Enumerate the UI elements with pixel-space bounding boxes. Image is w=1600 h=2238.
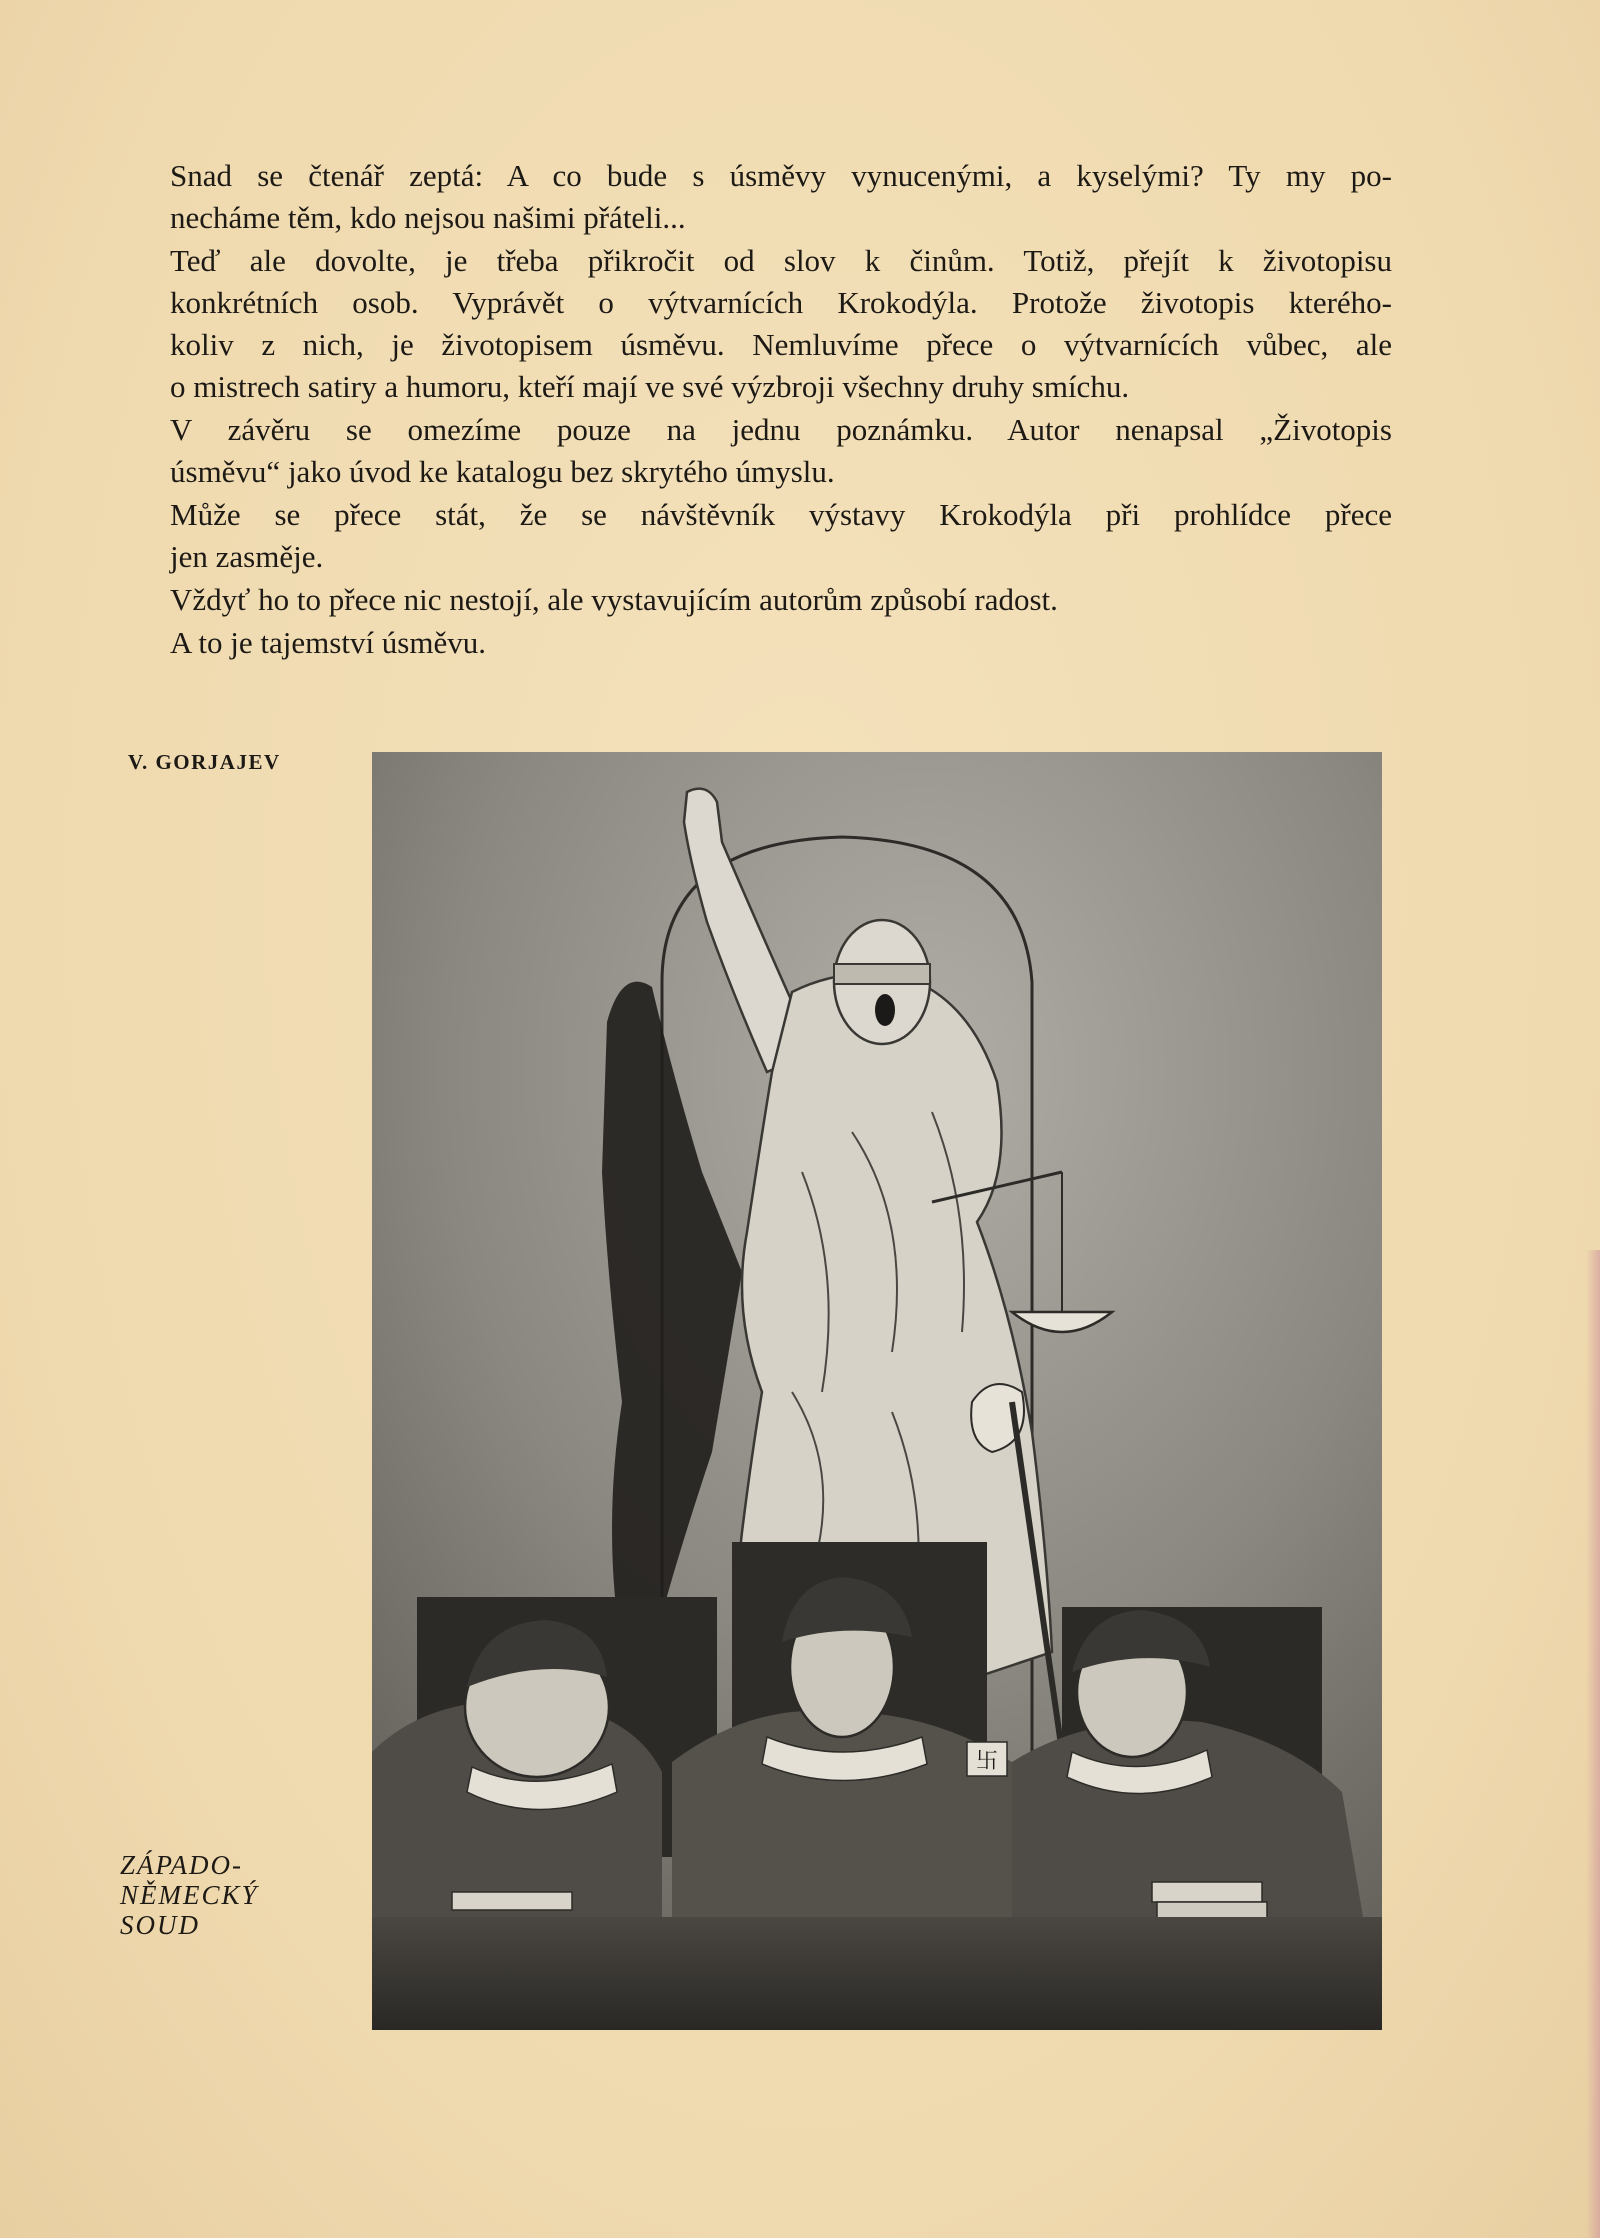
text-line: V závěru se omezíme pouze na jednu poznámku. Autor nenapsal „Životopis [170,412,1392,447]
paragraph-4 [170,494,1392,578]
illustration-title [120,1850,259,1940]
paragraph-6 [170,622,1392,664]
book-left [452,1892,572,1910]
text-line: necháme těm, kdo nejsou našimi přáteli... [170,200,686,235]
illustration-author: V. GORJAJEV [128,750,281,774]
text-line: Může se přece stát, že se návštěvník výstavy Krokodýla při prohlídce přece [170,497,1392,532]
statue-blindfold [834,964,930,984]
paragraph-1 [170,155,1392,239]
text-line: koliv z nich, je životopisem úsměvu. Nemluvíme přece o výtvarnících vůbec, ale [170,327,1392,362]
page-edge-tint [1586,1250,1600,2238]
text-line: o mistrech satiry a humoru, kteří mají ve své výzbroji všechny druhy smíchu. [170,369,1130,404]
title-line: ZÁPADO- [120,1850,244,1880]
judges-bench [372,1917,1382,2030]
armband-symbol: 卐 [975,1749,999,1774]
text-line: úsměvu“ jako úvod ke katalogu bez skrytého úmyslu. [170,454,835,489]
text-line: A to je tajemství úsměvu. [170,625,486,660]
statue-open-mouth [875,994,895,1026]
title-line: SOUD [120,1910,200,1940]
paragraph-2 [170,240,1392,408]
cartoon-drawing [372,752,1382,2030]
book-right-1 [1152,1882,1262,1902]
title-line: NĚMECKÝ [120,1880,259,1910]
cartoon-illustration [372,752,1382,2030]
article-text [170,155,1392,665]
paragraph-5 [170,579,1392,621]
text-line: konkrétních osob. Vyprávět o výtvarnících Krokodýla. Protože životopis kteréhо- [170,285,1392,320]
text-line: Teď ale dovolte, je třeba přikročit od slov k činům. Totiž, přejít k životopisu [170,243,1392,278]
text-line: Snad se čtenář zeptá: A co bude s úsměvy vynucenými, a kyselými? Ty my po- [170,158,1392,193]
paragraph-3 [170,409,1392,493]
text-line: Vždyť ho to přece nic nestojí, ale vystavujícím autorům způsobí radost. [170,582,1058,617]
text-line: jen zasměje. [170,539,324,574]
